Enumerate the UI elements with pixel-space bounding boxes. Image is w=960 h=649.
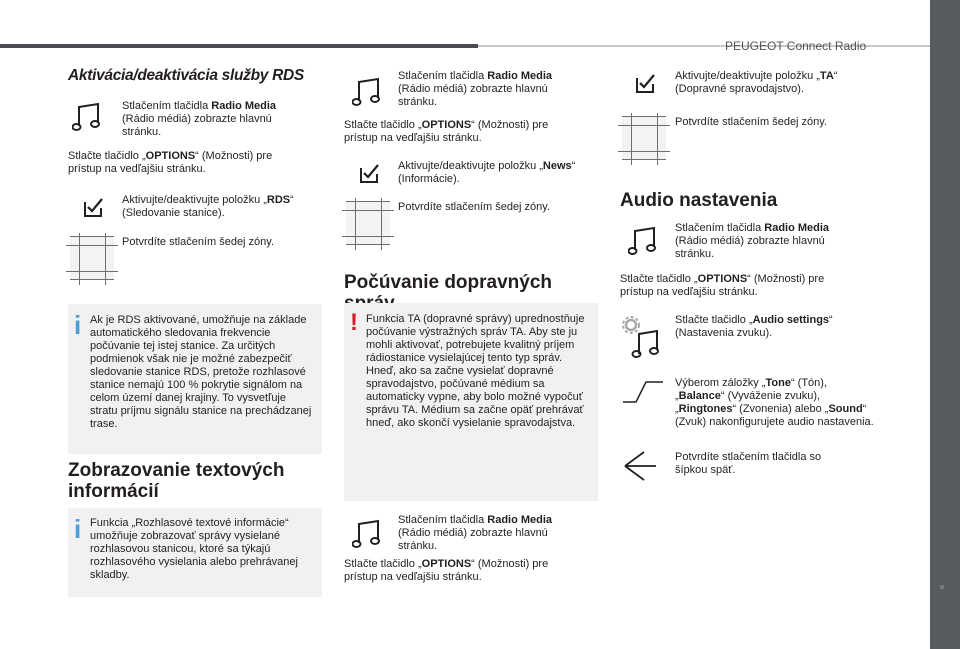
instruction-options: Stlačte tlačidlo „OPTIONS“ (Možnosti) pre prístup na vedľajšiu stránku. <box>620 273 825 298</box>
grey-zone-icon <box>622 116 666 160</box>
music-note-icon <box>352 76 402 120</box>
section-title-text-info: Zobrazovanie textových informácií <box>68 460 285 502</box>
instruction-confirm: Potvrdíte stlačením šedej zóny. <box>398 201 551 213</box>
running-header: PEUGEOT Connect Radio <box>725 39 867 53</box>
note-text: Ak je RDS aktivované, umožňuje na základe automatického sledovania frekvencie počúvanie tej istej stanice. Za určitých podmienok však nie je možné zabezpečiť sledovanie stanice RDS, pretože rozhlasové stanice nemajú 100 % pokrytie signálom na celom území danej krajiny. To vysvetľuje stratu príjmu signálu stanice na prechádzanej trase. <box>90 314 312 430</box>
music-note-icon <box>72 101 122 145</box>
section-title-rds: Aktivácia/deaktivácia služby RDS <box>68 67 304 84</box>
music-note-icon <box>628 225 678 269</box>
section-title-audio: Audio nastavenia <box>620 190 778 211</box>
warning-note-traffic <box>344 303 598 501</box>
music-note-icon <box>352 518 402 562</box>
instruction-confirm: Potvrdíte stlačením šedej zóny. <box>122 236 275 248</box>
instruction-options: Stlačte tlačidlo „OPTIONS“ (Možnosti) pre prístup na vedľajšiu stránku. <box>344 558 549 583</box>
instruction-radio-media: Stlačením tlačidla Radio Media (Rádio médiá) zobrazte hlavnú stránku. <box>398 70 553 108</box>
instruction-back: Potvrdíte stlačením tlačidla so šípkou späť. <box>675 451 822 476</box>
header-rule <box>0 44 478 48</box>
info-mark-icon: i <box>74 514 82 544</box>
right-sidebar <box>930 0 960 649</box>
instruction-options: Stlačte tlačidlo „OPTIONS“ (Možnosti) pre prístup na vedľajšiu stránku. <box>344 119 549 144</box>
grey-zone-icon <box>70 236 114 280</box>
grey-zone-icon <box>346 201 390 245</box>
instruction-confirm: Potvrdíte stlačením šedej zóny. <box>675 116 828 128</box>
instruction-options: Stlačte tlačidlo „OPTIONS“ (Možnosti) pre prístup na vedľajšiu stránku. <box>68 150 273 175</box>
instruction-news: Aktivujte/deaktivujte položku „News“ (Informácie). <box>398 160 576 185</box>
audio-settings-icon <box>622 316 672 360</box>
instruction-tabs: Výberom záložky „Tone“ (Tón), „Balance“ (Vyváženie zvuku), „Ringtones“ (Zvonenia) alebo „Sound“ (Zvuk) nakonfigurujete audio nastavenia. <box>675 377 874 428</box>
instruction-rds: Aktivujte/deaktivujte položku „RDS“ (Sledovanie stanice). <box>122 194 294 219</box>
warning-mark-icon: ! <box>350 309 358 336</box>
section-title-traffic: Počúvanie dopravných <box>344 272 553 293</box>
instruction-radio-media: Stlačením tlačidla Radio Media (Rádio médiá) zobrazte hlavnú stránku. <box>675 222 830 260</box>
instruction-ta: Aktivujte/deaktivujte položku „TA“ (Dopravné spravodajstvo). <box>675 70 838 95</box>
info-mark-icon: i <box>74 310 82 340</box>
instruction-audio-settings: Stlačte tlačidlo „Audio settings“ (Nastavenia zvuku). <box>675 314 833 339</box>
note-text: Funkcia TA (dopravné správy) uprednostňuje počúvanie výstražných správ TA. Aby ste ju mohli aktivovať, potrebujete kvalitný príjem rádiostanice vysielajúcej tento typ správ. Hneď, ako sa začne vysielať dopravné spravodajstvo, počúvané médium sa automaticky vypne, aby bolo možné vypočuť správu TA. Médium sa začne opäť prehrávať hneď, ako skončí vysielanie spravodajstva. <box>366 313 585 429</box>
page-number: 7 <box>940 604 947 618</box>
instruction-radio-media: Stlačením tlačidla Radio Media (Rádio médiá) zobrazte hlavnú stránku. <box>122 100 277 138</box>
info-note-text <box>68 508 322 597</box>
note-text: Funkcia „Rozhlasové textové informácie“ umožňuje zobrazovať správy vysielané rozhlasovou stanicou, ktoré sa týkajú rozhlasového vysielania alebo prehrávanej skladby. <box>90 517 298 581</box>
info-note-rds <box>68 304 322 454</box>
tab-icon <box>622 380 672 424</box>
instruction-radio-media: Stlačením tlačidla Radio Media (Rádio médiá) zobrazte hlavnú stránku. <box>398 514 553 552</box>
back-arrow-icon <box>622 450 672 494</box>
page-marker <box>940 585 944 589</box>
